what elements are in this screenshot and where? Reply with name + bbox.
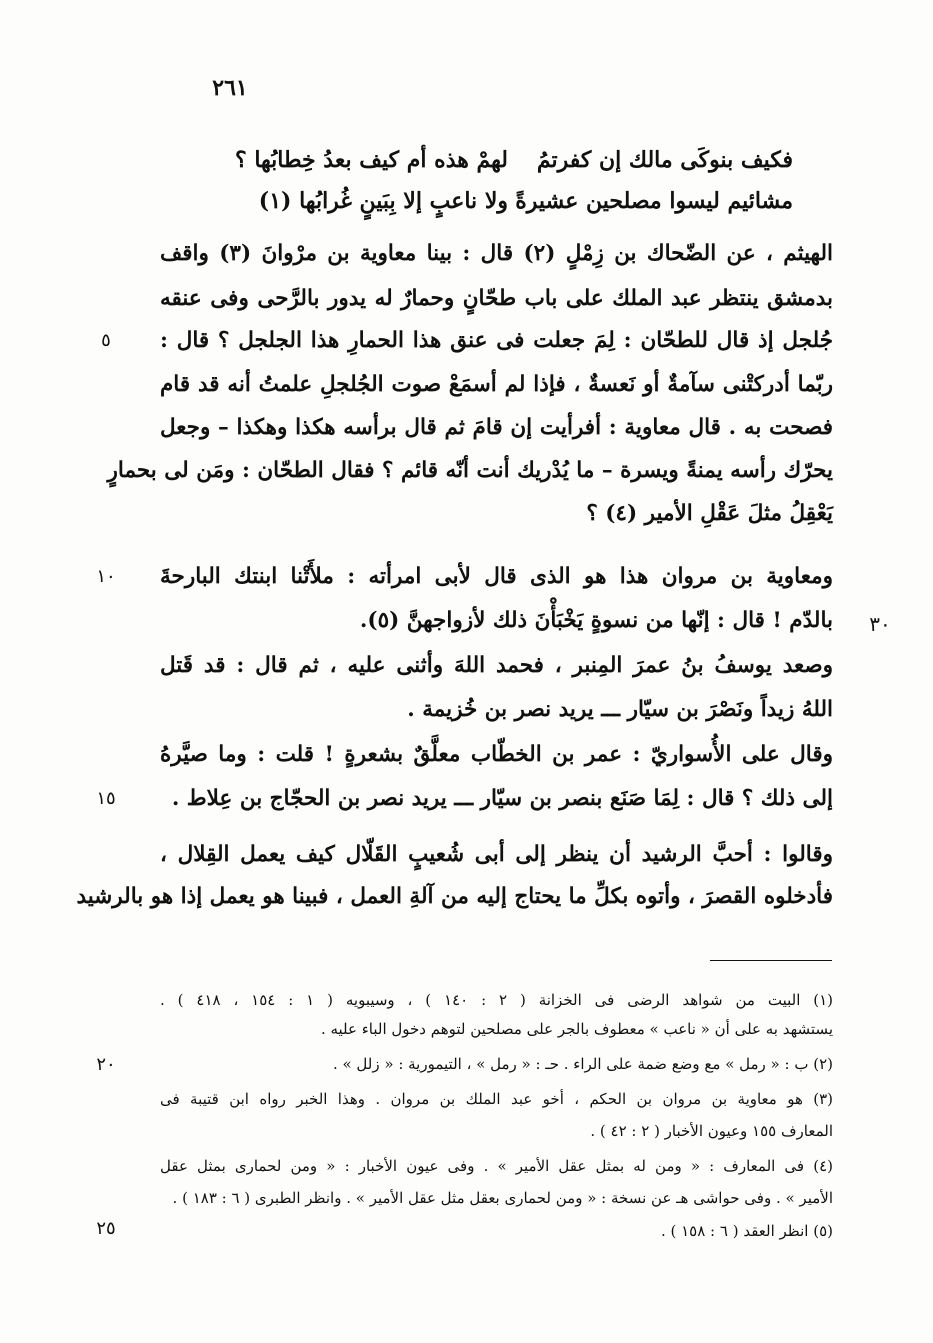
line-number-margin: ٢٥: [96, 1218, 116, 1239]
verse-line-1-first-hemistich: فكيف بنوكَى مالك إن كفرتمُ: [536, 147, 793, 173]
page-line-marker: ٣٠: [869, 612, 891, 636]
body-line: فأدخلوه القصرَ ، وأتوه بكلِّ ما يحتاج إليه من آلةِ العمل ، فبينا هو يعمل إذا هو بالرشيد: [76, 884, 833, 909]
body-line: بالدّم ! قال : إنّها من نسوةٍ يَخْبَأْنَ ذلك لأزواجهنَّ (٥).: [359, 608, 833, 633]
body-line: فصحت به . قال معاوية : أفرأيت إن قامَ ثم قال برأسه هكذا وهكذا – وجعل: [160, 415, 833, 440]
body-line: ربّما أدركتْنى سآمةٌ أو نَعسةٌ ، فإذا لم أسمَعْ صوت الجُلجلِ علمتُ أنه قد قام: [160, 372, 833, 397]
footnote-line: المعارف ١٥٥ وعيون الأخبار ( ٢ : ٤٢ ) .: [590, 1122, 833, 1140]
body-line: إلى ذلك ؟ قال : لِمَا صَنَع بنصر بن سيّار ـــ يريد نصر بن الحجّاج بن عِلاط .: [171, 786, 833, 811]
body-line: يحرّك رأسه يمنةً ويسرة – ما يُدْريك أنت أنّه قائم ؟ فقال الطحّان : ومَن لى بحمارٍ: [107, 458, 833, 483]
line-number-margin: ٥: [101, 330, 111, 351]
footnote-line: (٢) ب : « رمل » مع وضع ضمة على الراء . حـ : « رمل » ، التيمورية : « زلل » .: [332, 1055, 833, 1073]
body-line: وصعد يوسفُ بنُ عمرَ المِنبر ، فحمد اللهَ وأثنى عليه ، ثم قال : قد قَتل: [160, 653, 833, 678]
line-number-margin: ٢٠: [96, 1054, 116, 1075]
footnote-line: يستشهد به على أن « ناعب » معطوف بالجر على مصلحين لتوهم دخول الباء عليه .: [320, 1020, 833, 1038]
body-line: بدمشق ينتظر عبد الملك على باب طحّانٍ وحمارٌ له يدور بالرَّحى وفى عنقه: [160, 286, 833, 311]
body-line: اللهُ زيداً ونَصْرَ بن سيّار ـــ يريد نصر بن خُزيمة .: [407, 697, 833, 722]
body-line: يَعْقِلُ مثلَ عَقْلِ الأمير (٤) ؟: [586, 501, 833, 526]
verse-line-2-second-hemistich: ولا ناعبٍ إلا بِبَينٍ غُرابُها (١): [258, 188, 508, 214]
line-number-margin: ١٥: [96, 788, 116, 809]
body-line: وقالوا : أحبَّ الرشيد أن ينظر إلى أبى شُعيبٍ القَلّال كيف يعمل القِلال ،: [160, 842, 833, 867]
body-line: وقال على الأُسواريّ : عمر بن الخطّاب معلَّقٌ بشعرةٍ ! قلت : وما صيَّرهُ: [160, 742, 833, 767]
footnote-line: (٣) هو معاوية بن مروان بن الحكم ، أخو عبد الملك بن مروان . وهذا الخبر رواه ابن قتيبة فى: [160, 1090, 833, 1108]
verse-line-1-second-hemistich: لهمْ هذه أم كيف بعدُ خِطابُها ؟: [234, 147, 508, 173]
footnote-line: (١) البيت من شواهد الرضى فى الخزانة ( ٢ : ١٤٠ ) ، وسيبويه ( ١ : ١٥٤ ، ٤١٨ ) .: [160, 991, 834, 1009]
body-line: الهيثم ، عن الضّحاك بن زِمْلٍ (٢) قال : بينا معاوية بن مرْوانَ (٣) واقف: [160, 241, 833, 266]
line-number-margin: ١٠: [96, 566, 116, 587]
page-number: ٢٦١: [212, 75, 248, 101]
verse-line-2-first-hemistich: مشائيم ليسوا مصلحين عشيرةً: [515, 188, 793, 214]
footnote-line: الأمير » . وفى حواشى هـ عن نسخة : « ومن لحمارى بعقل مثل عقل الأمير » . وانظر الطبرى ( ٦ : ١٨٣ ) .: [172, 1189, 833, 1207]
body-line: جُلجل إذ قال للطحّان : لِمَ جعلت فى عنق هذا الحمارِ هذا الجلجل ؟ قال :: [160, 328, 833, 353]
footnote-line: (٥) انظر العقد ( ٦ : ١٥٨ ) .: [660, 1222, 833, 1240]
body-line: ومعاوية بن مروان هذا هو الذى قال لأبى امرأته : ملأَتْنا ابنتك البارحةَ: [160, 564, 833, 589]
footnote-separator: [710, 960, 832, 961]
footnote-line: (٤) فى المعارف : « ومن له بمثل عقل الأمير » . وفى عيون الأخبار : « ومن لحمارى بمثل عقل: [160, 1157, 833, 1175]
